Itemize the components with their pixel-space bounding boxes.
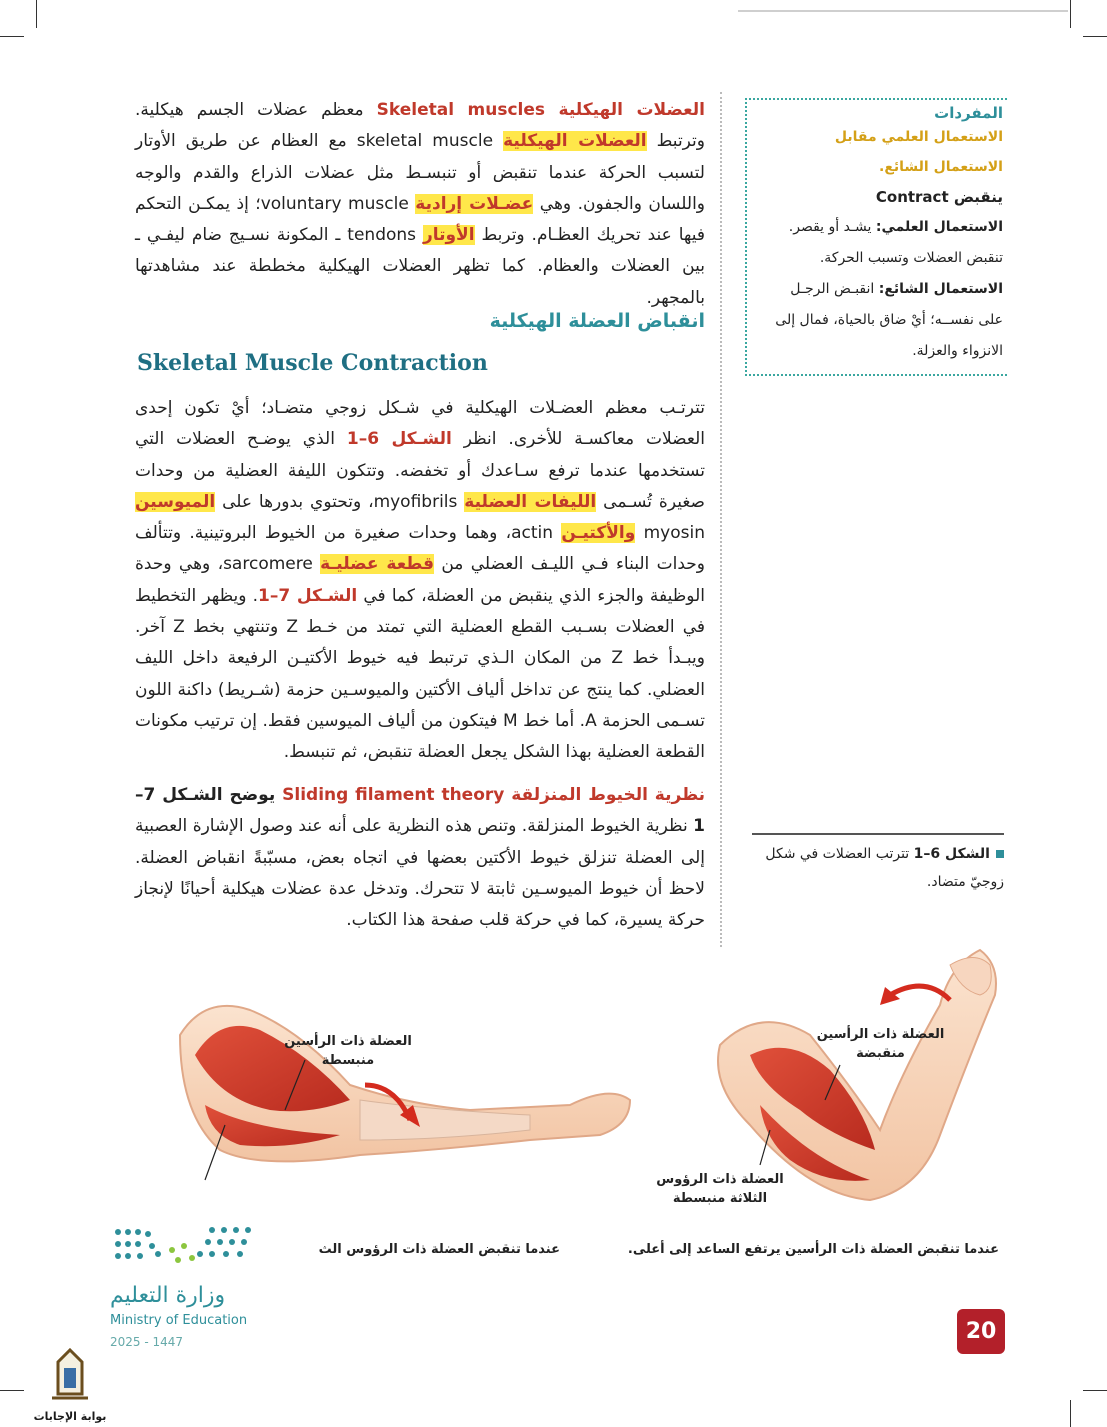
section-title-arabic: انقباض العضلة الهيكلية (489, 310, 705, 332)
paragraph-sliding-filament (135, 780, 705, 936)
figure-caption-text: تترتب العضلات في شكل زوجيّ متضاد. (765, 846, 1004, 890)
glossary-subtitle-1: الاستعمال العلمي مقابل (834, 129, 1003, 145)
text-run: . ويظهر التخطيط في العضلات بسـبب القطع العضلية التي تمتد من خـط Z وتنتهي بخط Z آخر. ويبـدأ خط Z من المكان الـذي ترتبط فيه خيوط الأكتيـن الرفيعة داخل الليف العضلي. كما ينتج عن تداخل ألياف الأكتين والميوسـين حزمة (شـريط) داكنة اللون تسـمى الحزمة A. أما خط M فيتكون من ألياف الميوسين فقط. إن ترتيب مكونات القطعة العضلية بهذا الشكل يجعل العضلة تنقبض، ثم تنبسط. (135, 585, 706, 763)
glossary-text: يشـد أو يقصر. (788, 219, 876, 235)
highlight-sarcomere: قطعة عضليـة (320, 554, 434, 575)
glossary-label: الاستعمال الشائع: (878, 281, 1003, 297)
watermark (30, 1348, 110, 1423)
caption-biceps-contracts: عندما تنقبض العضلة ذات الرأسين يرتفع الساعد إلى أعلى. (627, 1242, 999, 1257)
section-title-english: Skeletal Muscle Contraction (137, 350, 488, 376)
text-run: myofibrils، وتحتوي بدورها على (215, 491, 465, 512)
figure-caption (749, 840, 1004, 896)
ministry-logo-icon (112, 1222, 262, 1272)
square-bullet-icon (996, 850, 1004, 858)
arm-muscles-illustration (110, 935, 1010, 1235)
crop-mark (1083, 1390, 1107, 1391)
glossary-line (755, 274, 1003, 305)
ministry-name-english: Ministry of Education (110, 1313, 248, 1328)
text-run: الذي يوضـح العضلات التي تستخدمها عندما ترفع سـاعدك أو تخفضه. وتتكون الليفة العضلية من وحدات صغيرة تُسـمى (135, 429, 705, 512)
highlight-actin: والأكتيـن (561, 523, 636, 544)
paragraph-contraction (135, 393, 705, 769)
figure-ref-1-6[interactable]: الشـكل 6–1 (346, 429, 452, 450)
label-biceps-contracted: العضلة ذات الرأسين منقبضة (816, 1027, 945, 1061)
paragraph-skeletal-muscles (135, 95, 705, 314)
term-skeletal-muscles: العضلات الهيكلية Skeletal muscles (376, 100, 705, 120)
text-run: نظرية الخيوط المنزلقة. وتنص هذه النظرية على أنه عند وصول الإشارة العصبية إلى العضلة تنزلق خيوط الأكتين بعضها في اتجاه بعض، مسبّبةً انقباض العضلة. لاحظ أن خيوط الميوسـين ثابتة لا تتحرك. وتدخل عدة عضلات هيكلية أحيانًا لإنجاز حركة يسيرة، كما في حركة قلب صفحة هذا الكتاب. (135, 816, 705, 931)
crop-mark (36, 0, 37, 28)
watermark-text: بوابة الإجابات (33, 1410, 107, 1423)
crop-mark (1083, 36, 1107, 37)
glossary-title: المفردات (934, 104, 1003, 122)
text-run: voluntary muscle؛ إذ يمكـن التحكم فيها عند تحريك العظـام. وتربط (135, 193, 705, 246)
figure-ref-1-7[interactable]: الشـكل 7–1 (258, 585, 358, 606)
label-biceps-relaxed: العضلة ذات الرأسين منبسطة (284, 1034, 412, 1068)
highlight-voluntary-muscle: عضـلات إرادية (415, 193, 534, 214)
header-rule (738, 10, 1068, 12)
ministry-year: 2025 - 1447 (110, 1335, 184, 1349)
figure-caption-ref: الشكل 6–1 (913, 846, 990, 862)
crop-mark (1070, 1400, 1071, 1427)
crop-mark (0, 1390, 24, 1391)
glossary-line: الانزواء والعزلة. (912, 343, 1003, 359)
glossary-line: على نفســه؛ أيْ ضاق بالحياة، فمال إلى (775, 312, 1003, 328)
highlight-myosin: الميوسين (135, 491, 216, 512)
crop-mark (1070, 0, 1071, 28)
text-run: actin، وهما وحدات صغيرة من الخيوط البروتينية. وتتألف وحدات البناء فـي الليـف العضلي من (135, 523, 705, 575)
text-run: تترتـب معظم العضـلات الهيكلية في شـكل زوجي متضـاد؛ أيْ تكون إحدى العضلات معاكسـة للأخرى. انظر (135, 398, 705, 450)
figure-ref-1-7[interactable]: يوضح الشـكل 7–1 (135, 785, 705, 837)
flexed-arm (718, 950, 996, 1200)
glossary-line (755, 212, 1003, 243)
lantern-icon (30, 1348, 110, 1408)
glossary-box (745, 98, 1007, 376)
text-run: tendons ـ المكونة نسـيج ضام ليفـي ـ بين العضلات والعظام. كما تظهر العضلات الهيكلية مخططة عند مشاهدتها بالمجهر. (135, 225, 705, 308)
figure-caption-rule (752, 833, 1004, 835)
glossary-label: الاستعمال العلمي: (875, 219, 1003, 235)
column-divider (720, 92, 722, 947)
text-run: myosin (635, 523, 705, 544)
label-triceps-relaxed: العضلة ذات الرؤوس الثلاثة منبسطة (656, 1172, 784, 1206)
glossary-text: انقبـض الرجـل (790, 281, 879, 297)
highlight-myofibrils: الليفات العضلية (464, 491, 597, 512)
text-run: sarcomere، وهي وحدة الوظيفة والجزء الذي ينقبض من العضلة، كما في (135, 554, 705, 606)
page-number: 20 (957, 1309, 1005, 1354)
glossary-subtitle-2: الاستعمال الشائع. (879, 159, 1003, 175)
highlight-tendons: الأوتار (422, 225, 475, 246)
highlight-skeletal-muscle: العضلات الهيكلية (503, 131, 647, 152)
crop-mark (0, 36, 24, 37)
extended-arm (180, 1006, 630, 1162)
text-run: معظم عضلات الجسم هيكلية. وترتبط (135, 100, 705, 152)
glossary-term: ينقبض Contract (875, 188, 1003, 206)
term-sliding-filament-theory: نظرية الخيوط المنزلقة Sliding filament theory (282, 785, 706, 805)
ministry-name-arabic: وزارة التعليم (110, 1283, 226, 1308)
text-run: skeletal muscle مع العظام عن طريق الأوتار لتسبب الحركة عندما تنقبض أو تنبسـط مثل عضلات الذراع والقدم والوجه واللسان والجفون. وهي (135, 131, 705, 214)
glossary-line: تنقبض العضلات وتسبب الحركة. (819, 250, 1003, 266)
caption-triceps-contracts: عندما تنقبض العضلة ذات الرؤوس الث (318, 1242, 560, 1257)
